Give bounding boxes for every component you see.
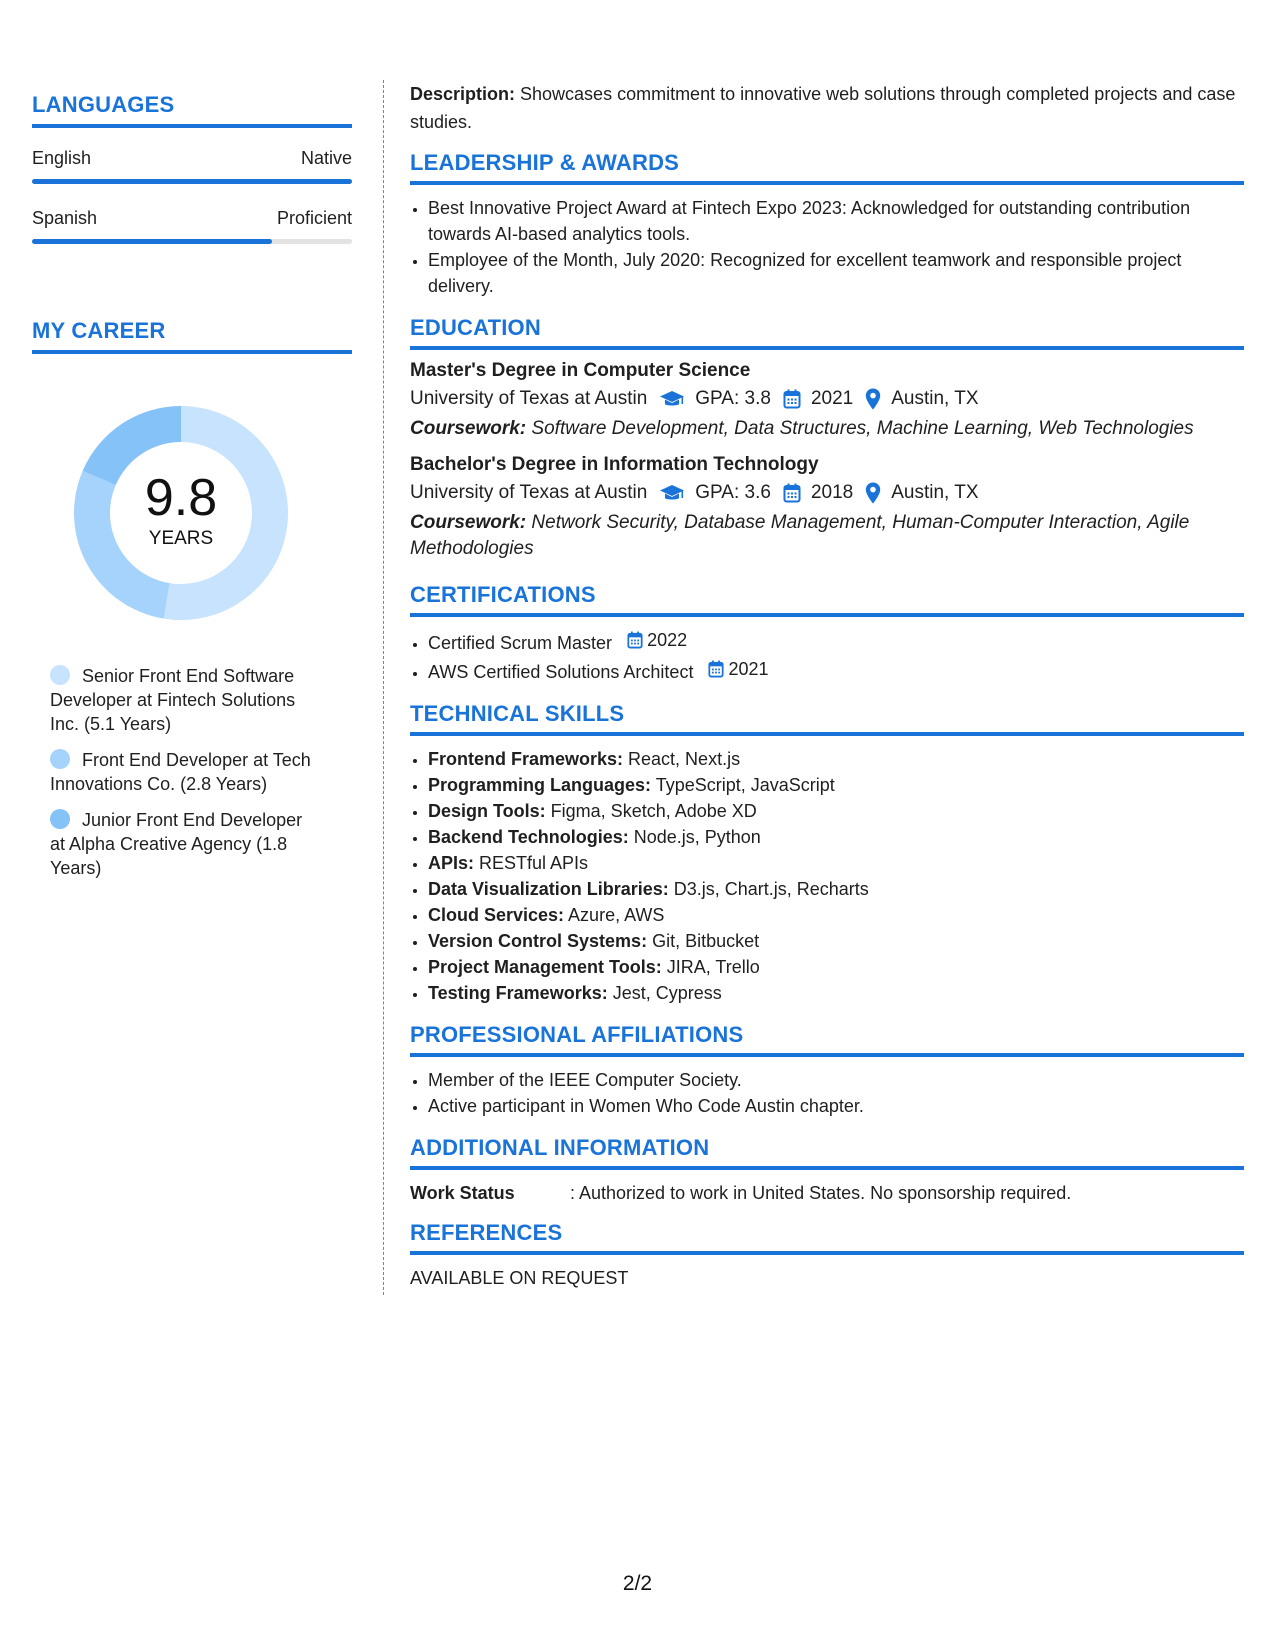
education-location: Austin, TX xyxy=(891,388,979,409)
language-proficiency-bar xyxy=(32,179,352,184)
language-level: Native xyxy=(300,148,352,168)
career-legend xyxy=(32,664,352,880)
skill-label: Data Visualization Libraries: xyxy=(428,879,669,899)
skill-value: TypeScript, JavaScript xyxy=(651,775,835,795)
career-legend-text: Front End Developer at Tech Innovations Co. (2.8 Years) xyxy=(50,750,311,794)
language-proficiency-fill xyxy=(32,179,352,184)
location-pin-icon xyxy=(865,388,881,410)
left-column xyxy=(32,92,352,892)
education-meta xyxy=(410,388,1244,410)
skill-label: Frontend Frameworks: xyxy=(428,749,624,769)
affiliations-list xyxy=(410,1067,1244,1119)
language-name: English xyxy=(32,148,92,168)
career-legend-item xyxy=(50,808,320,880)
skill-value: Git, Bitbucket xyxy=(647,931,760,951)
legend-dot xyxy=(50,809,70,829)
education-coursework xyxy=(410,510,1244,562)
calendar-icon xyxy=(627,631,643,649)
description xyxy=(410,80,1244,136)
education-degree: Bachelor's Degree in Information Technology xyxy=(410,454,819,475)
skill-value: Figma, Sketch, Adobe XD xyxy=(545,801,757,821)
work-status-value: : Authorized to work in United States. No sponsorship required. xyxy=(570,1183,1072,1203)
career-legend-text: Senior Front End Software Developer at Fintech Solutions Inc. (5.1 Years) xyxy=(50,666,296,734)
skill-label: Cloud Services: xyxy=(428,905,565,925)
page-number: 2/2 xyxy=(622,1572,653,1595)
calendar-icon xyxy=(783,389,801,409)
language-name: Spanish xyxy=(32,208,98,228)
certification-name: Certified Scrum Master xyxy=(428,633,613,653)
skill-item xyxy=(428,954,1244,980)
coursework-text: Software Development, Data Structures, Machine Learning, Web Technologies xyxy=(526,418,1194,439)
coursework-label: Coursework: xyxy=(410,512,527,533)
skill-value: Azure, AWS xyxy=(564,905,665,925)
career-years-unit: YEARS xyxy=(148,528,214,549)
career-donut-chart xyxy=(66,398,296,628)
certification-year: 2021 xyxy=(728,659,769,679)
education-gpa: GPA: 3.6 xyxy=(695,482,771,503)
skill-label: Backend Technologies: xyxy=(428,827,629,847)
education-coursework xyxy=(410,416,1244,442)
affiliation-item: • Active participant in Women Who Code Austin chapter. xyxy=(428,1093,1244,1119)
skill-value: Jest, Cypress xyxy=(607,983,722,1003)
language-level: Proficient xyxy=(276,208,352,228)
language-proficiency-bar xyxy=(32,239,352,244)
legend-dot xyxy=(50,749,70,769)
leadership-list xyxy=(410,195,1244,299)
skills-list xyxy=(410,746,1244,1006)
skill-item xyxy=(428,850,1244,876)
work-status-row xyxy=(410,1180,1244,1206)
career-legend-item xyxy=(50,748,320,796)
skills-title: TECHNICAL SKILLS xyxy=(410,701,1244,736)
career-legend-item xyxy=(50,664,320,736)
leadership-item: • Employee of the Month, July 2020: Recognized for excellent teamwork and responsible project delivery. xyxy=(428,247,1244,299)
graduation-cap-icon xyxy=(659,483,685,503)
education-gpa: GPA: 3.8 xyxy=(695,388,771,409)
leadership-item: • Best Innovative Project Award at Fintech Expo 2023: Acknowledged for outstanding contribution towards AI-based analytics tools. xyxy=(428,195,1244,247)
education-year: 2021 xyxy=(810,388,854,409)
certification-year: 2022 xyxy=(647,630,688,650)
education-school: University of Texas at Austin xyxy=(410,482,648,503)
education-location: Austin, TX xyxy=(891,482,979,503)
description-label: Description: xyxy=(410,84,516,104)
education-entry xyxy=(410,360,1244,442)
skill-value: RESTful APIs xyxy=(474,853,589,873)
language-english xyxy=(32,148,352,184)
certification-item xyxy=(428,627,1244,656)
donut-center xyxy=(66,470,296,550)
graduation-cap-icon xyxy=(659,389,685,409)
right-column xyxy=(410,80,1244,1291)
skill-label: Version Control Systems: xyxy=(428,931,648,951)
skill-label: Design Tools: xyxy=(428,801,546,821)
skill-label: Project Management Tools: xyxy=(428,957,662,977)
skill-value: D3.js, Chart.js, Recharts xyxy=(668,879,869,899)
description-text: Showcases commitment to innovative web solutions through completed projects and case studies. xyxy=(410,84,1236,132)
language-spanish xyxy=(32,208,352,244)
education-degree: Master's Degree in Computer Science xyxy=(410,360,751,381)
references-text: AVAILABLE ON REQUEST xyxy=(410,1268,629,1288)
affiliations-title: PROFESSIONAL AFFILIATIONS xyxy=(410,1022,1244,1057)
coursework-label: Coursework: xyxy=(410,418,527,439)
education-entry xyxy=(410,454,1244,562)
skill-item xyxy=(428,746,1244,772)
certification-item xyxy=(428,656,1244,685)
languages-title: LANGUAGES xyxy=(32,92,352,128)
additional-info-title: ADDITIONAL INFORMATION xyxy=(410,1135,1244,1170)
skill-value: JIRA, Trello xyxy=(661,957,760,977)
calendar-icon xyxy=(783,483,801,503)
column-divider xyxy=(383,80,384,1295)
skill-item xyxy=(428,980,1244,1006)
skill-item xyxy=(428,772,1244,798)
skill-item xyxy=(428,876,1244,902)
certifications-list xyxy=(410,627,1244,685)
work-status-label: Work Status xyxy=(410,1183,515,1203)
career-title: MY CAREER xyxy=(32,318,352,354)
career-total-years: 9.8 xyxy=(144,469,218,527)
location-pin-icon xyxy=(865,482,881,504)
skill-label: Testing Frameworks: xyxy=(428,983,608,1003)
calendar-icon xyxy=(708,660,724,678)
career-legend-text: Junior Front End Developer at Alpha Creative Agency (1.8 Years) xyxy=(50,810,303,878)
skill-label: Programming Languages: xyxy=(428,775,652,795)
coursework-text: Network Security, Database Management, Human-Computer Interaction, Agile Methodologies xyxy=(410,512,1190,559)
skill-item xyxy=(428,798,1244,824)
leadership-title: LEADERSHIP & AWARDS xyxy=(410,150,1244,185)
references-title: REFERENCES xyxy=(410,1220,1244,1255)
affiliation-item: • Member of the IEEE Computer Society. xyxy=(428,1067,1244,1093)
skill-item xyxy=(428,824,1244,850)
skill-value: React, Next.js xyxy=(623,749,741,769)
certification-name: AWS Certified Solutions Architect xyxy=(428,662,694,682)
skill-label: APIs: xyxy=(428,853,475,873)
education-meta xyxy=(410,482,1244,504)
skill-item xyxy=(428,928,1244,954)
language-proficiency-fill xyxy=(32,239,272,244)
education-school: University of Texas at Austin xyxy=(410,388,648,409)
skill-value: Node.js, Python xyxy=(628,827,761,847)
skill-item xyxy=(428,902,1244,928)
education-year: 2018 xyxy=(810,482,854,503)
certifications-title: CERTIFICATIONS xyxy=(410,582,1244,617)
education-title: EDUCATION xyxy=(410,315,1244,350)
legend-dot xyxy=(50,665,70,685)
